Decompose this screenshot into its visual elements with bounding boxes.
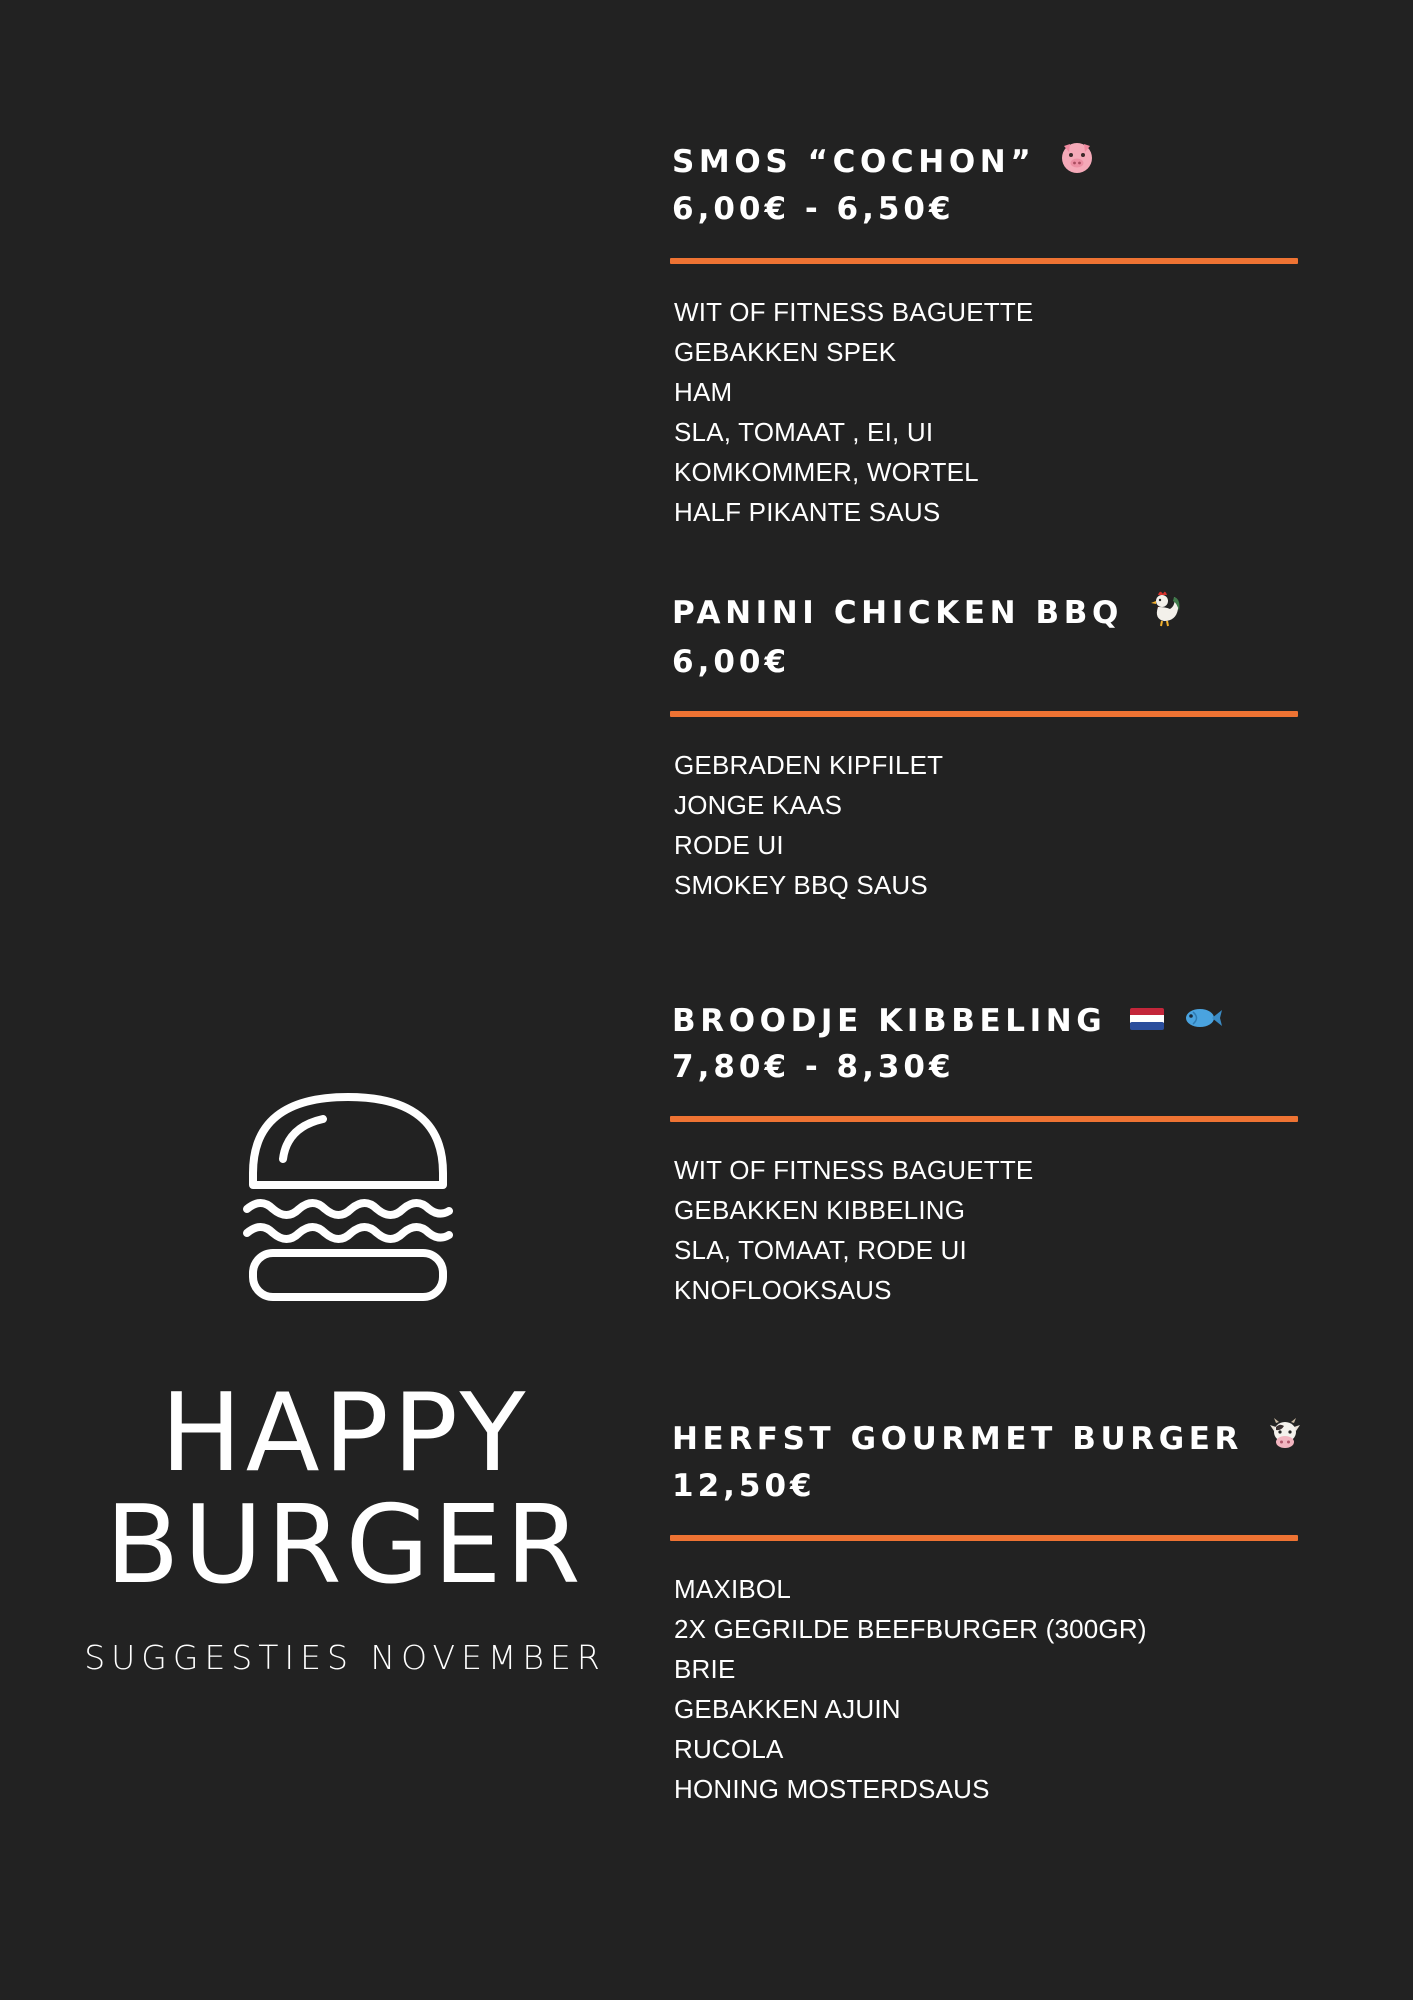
ingredient: GEBAKKEN AJUIN [674, 1694, 901, 1724]
brand-title-happy: HAPPY [160, 1371, 530, 1496]
ingredient: BRIE [674, 1654, 736, 1684]
ingredient-list [674, 292, 1300, 532]
menu-item-herfst-gourmet-burger [670, 1417, 1300, 1809]
item-title: PANINI CHICKEN BBQ [672, 595, 1123, 631]
ingredient: GEBAKKEN KIBBELING [674, 1195, 966, 1225]
item-title-row [672, 1417, 1300, 1464]
ingredient: KNOFLOOKSAUS [674, 1275, 892, 1305]
ingredient: HONING MOSTERDSAUS [674, 1774, 990, 1804]
ingredient: HALF PIKANTE SAUS [674, 497, 941, 527]
item-price: 6,00€ [672, 644, 791, 680]
orange-divider [670, 711, 1298, 717]
ingredient: JONGE KAAS [674, 790, 843, 820]
orange-divider [670, 1535, 1298, 1541]
pig-face-icon [1059, 140, 1095, 187]
item-title-row [672, 140, 1300, 187]
rooster-icon [1146, 589, 1182, 640]
ingredient-list [674, 1569, 1300, 1809]
orange-divider [670, 1116, 1298, 1122]
item-price: 12,50€ [672, 1468, 816, 1504]
ingredient: RODE UI [674, 830, 784, 860]
ingredient: WIT OF FITNESS BAGUETTE [674, 1155, 1034, 1185]
item-title: HERFST GOURMET BURGER [672, 1421, 1243, 1457]
ingredient: SLA, TOMAAT, RODE UI [674, 1235, 967, 1265]
cow-face-icon [1266, 1417, 1304, 1464]
ingredient: HAM [674, 377, 733, 407]
dutch-flag-icon [1130, 1000, 1164, 1045]
ingredient: RUCOLA [674, 1734, 784, 1764]
ingredient: SLA, TOMAAT , EI, UI [674, 417, 934, 447]
menu-item-smos-cochon [670, 140, 1300, 532]
ingredient: WIT OF FITNESS BAGUETTE [674, 297, 1034, 327]
brand-title-burger: BURGER [105, 1483, 585, 1608]
item-title: BROODJE KIBBELING [672, 1003, 1107, 1039]
menu-item-broodje-kibbeling [670, 999, 1300, 1310]
fish-icon [1183, 1000, 1223, 1045]
ingredient: GEBAKKEN SPEK [674, 337, 897, 367]
ingredient-list [674, 1150, 1300, 1310]
orange-divider [670, 258, 1298, 264]
ingredient: GEBRADEN KIPFILET [674, 750, 944, 780]
item-title-row [672, 589, 1300, 640]
item-title-row [672, 999, 1300, 1045]
ingredient: KOMKOMMER, WORTEL [674, 457, 979, 487]
item-title: SMOS “COCHON” [672, 144, 1036, 180]
burger-icon [243, 1093, 453, 1303]
ingredient: 2X GEGRILDE BEEFBURGER (300GR) [674, 1614, 1147, 1644]
item-price: 6,00€ - 6,50€ [672, 191, 955, 227]
ingredient: MAXIBOL [674, 1574, 791, 1604]
ingredient-list [674, 745, 1300, 905]
item-price: 7,80€ - 8,30€ [672, 1049, 955, 1085]
ingredient: SMOKEY BBQ SAUS [674, 870, 928, 900]
menu-item-panini-chicken-bbq [670, 589, 1300, 905]
brand-subtitle: SUGGESTIES NOVEMBER [84, 1638, 606, 1677]
